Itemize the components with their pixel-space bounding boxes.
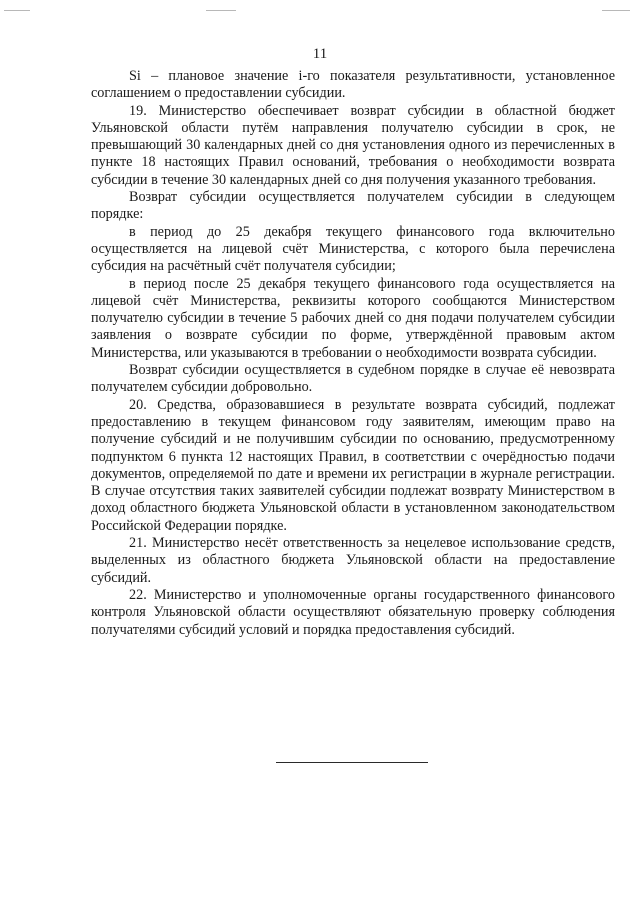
paragraph-before-dec-25: в период до 25 декабря текущего финансового года включительно осуществляется на лицевой счёт Министерства, с которого была перечислена субсидия на расчётный счёт получателя субсидии; [91, 223, 615, 275]
scan-edge-mark [4, 10, 30, 11]
paragraph-return-order: Возврат субсидии осуществляется получателем субсидии в следующем порядке: [91, 189, 615, 223]
paragraph-si-definition: Si – плановое значение i-го показателя результативности, установленное соглашением о предоставлении субсидии. [91, 68, 615, 102]
scan-edge-mark [602, 10, 630, 11]
end-of-document-line [276, 762, 428, 763]
paragraph-court-return: Возврат субсидии осуществляется в судебном порядке в случае её невозврата получателем субсидии добровольно. [91, 362, 615, 396]
page-number: 11 [312, 46, 328, 62]
paragraph-21: 21. Министерство несёт ответственность за нецелевое использование средств, выделенных из областного бюджета Ульяновской области на предоставление субсидий. [91, 535, 615, 586]
paragraph-after-dec-25: в период после 25 декабря текущего финансового года осуществляется на лицевой счёт Министерства, реквизиты которого сообщаются Министерством получателю субсидии в течение 5 рабочих дней со дня подачи получателем субсидии заявления о возврате субсидии по форме, утверждённой правовым актом Министерства, или указываются в требовании о необходимости возврата субсидии. [91, 275, 615, 361]
paragraph-19: 19. Министерство обеспечивает возврат субсидии в областной бюджет Ульяновской области путём направления получателю субсидии в срок, не превышающий 30 календарных дней со дня установления одного из перечисленных в пункте 18 настоящих Правил оснований, требования о необходимости возврата субсидии в течение 30 календарных дней со дня получения указанного требования. [91, 102, 615, 188]
document-body [91, 68, 615, 639]
paragraph-20: 20. Средства, образовавшиеся в результате возврата субсидий, подлежат предоставлению в текущем финансовом году заявителям, имеющим право на получение субсидий и не получившим субсидии по основанию, предусмотренному подпунктом 6 пункта 12 настоящих Правил, в соответствии с очерёдностью подачи документов, определяемой по дате и времени их регистрации в журнале регистрации. В случае отсутствия таких заявителей субсидии подлежат возврату Министерством в доход областного бюджета Ульяновской области в установленном законодательством Российской Федерации порядке. [91, 396, 615, 534]
paragraph-22: 22. Министерство и уполномоченные органы государственного финансового контроля Ульяновской области осуществляют обязательную проверку соблюдения получателями субсидий условий и порядка предоставления субсидий. [91, 586, 615, 638]
scan-edge-mark [206, 10, 236, 11]
